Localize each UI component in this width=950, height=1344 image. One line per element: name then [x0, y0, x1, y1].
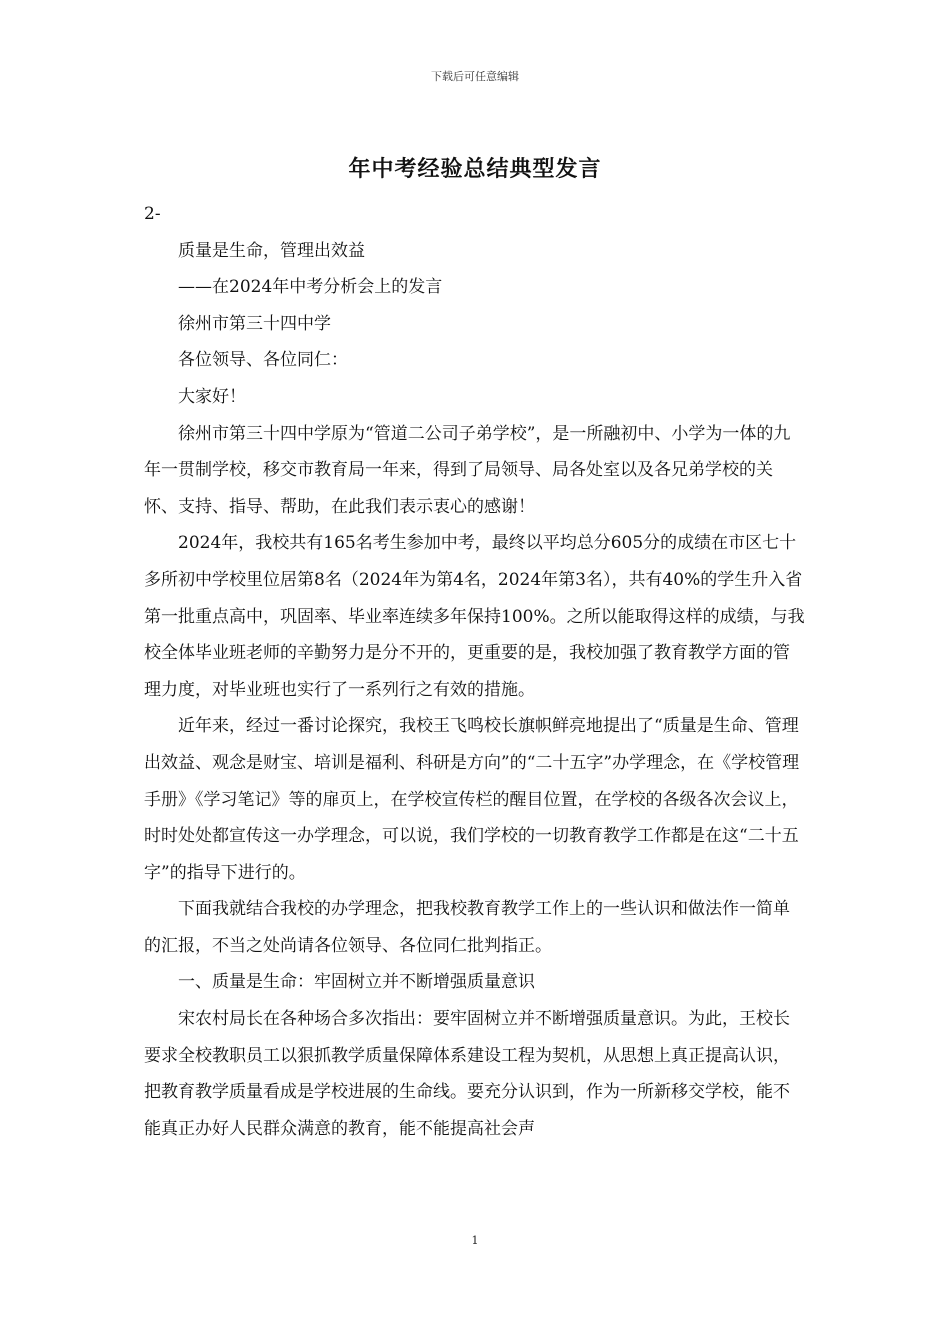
speech-heading: 质量是生命，管理出效益 — [178, 240, 365, 261]
speech-subheading: ——在2024年中考分析会上的发言 — [178, 277, 443, 298]
section-number: 2- — [144, 204, 161, 224]
document-title: 年中考经验总结典型发言 — [348, 157, 602, 182]
body-paragraph: 下面我就结合我校的办学理念，把我校教育教学工作上的一些认识和做法作一简单的汇报，不当之处尚请各位领导、各位同仁批判指正。 — [144, 899, 790, 956]
header-note: 下载后可任意编辑 — [431, 70, 519, 83]
page-number: 1 — [471, 1234, 479, 1247]
speaker-organization: 徐州市第三十四中学 — [178, 313, 331, 334]
salutation: 各位领导、各位同仁： — [178, 350, 348, 371]
body-paragraph: 宋农村局长在各种场合多次指出：要牢固树立并不断增强质量意识。为此，王校长要求全校教职员工以狠抓教学质量保障体系建设工程为契机，从思想上真正提高认识，把教育教学质量看成是学校进展的生命线。要充分认识到，作为一所新移交学校，能不能真正办好人民群众满意的教育，能不能提高社会声 — [144, 1009, 790, 1139]
body-paragraph: 徐州市第三十四中学原为“管道二公司子弟学校”，是一所融初中、小学为一体的九年一贯制学校，移交市教育局一年来，得到了局领导、局各处室以及各兄弟学校的关怀、支持、指导、帮助，在此我们表示衷心的感谢！ — [144, 423, 791, 517]
section-heading: 一、质量是生命：牢固树立并不断增强质量意识 — [178, 972, 535, 993]
document-body — [144, 196, 806, 1147]
body-paragraph: 近年来，经过一番讨论探究，我校王飞鸣校长旗帜鲜亮地提出了“质量是生命、管理出效益、观念是财宝、培训是福利、科研是方向”的“二十五字”办学理念，在《学校管理手册》《学习笔记》等的扉页上，在学校宣传栏的醒目位置，在学校的各级各次会议上，时时处处都宣传这一办学理念，可以说，我们学校的一切教育教学工作都是在这“二十五字”的指导下进行的。 — [144, 716, 800, 883]
greeting: 大家好！ — [178, 386, 246, 407]
body-paragraph: 2024年，我校共有165名考生参加中考，最终以平均总分605分的成绩在市区七十多所初中学校里位居第8名（2024年为第4名，2024年第3名），共有40%的学生升入省第一批重点高中，巩固率、毕业率连续多年保持100%。之所以能取得这样的成绩，与我校全体毕业班老师的辛勤努力是分不开的，更重要的是，我校加强了教育教学方面的管理力度，对毕业班也实行了一系列行之有效的措施。 — [144, 533, 805, 700]
